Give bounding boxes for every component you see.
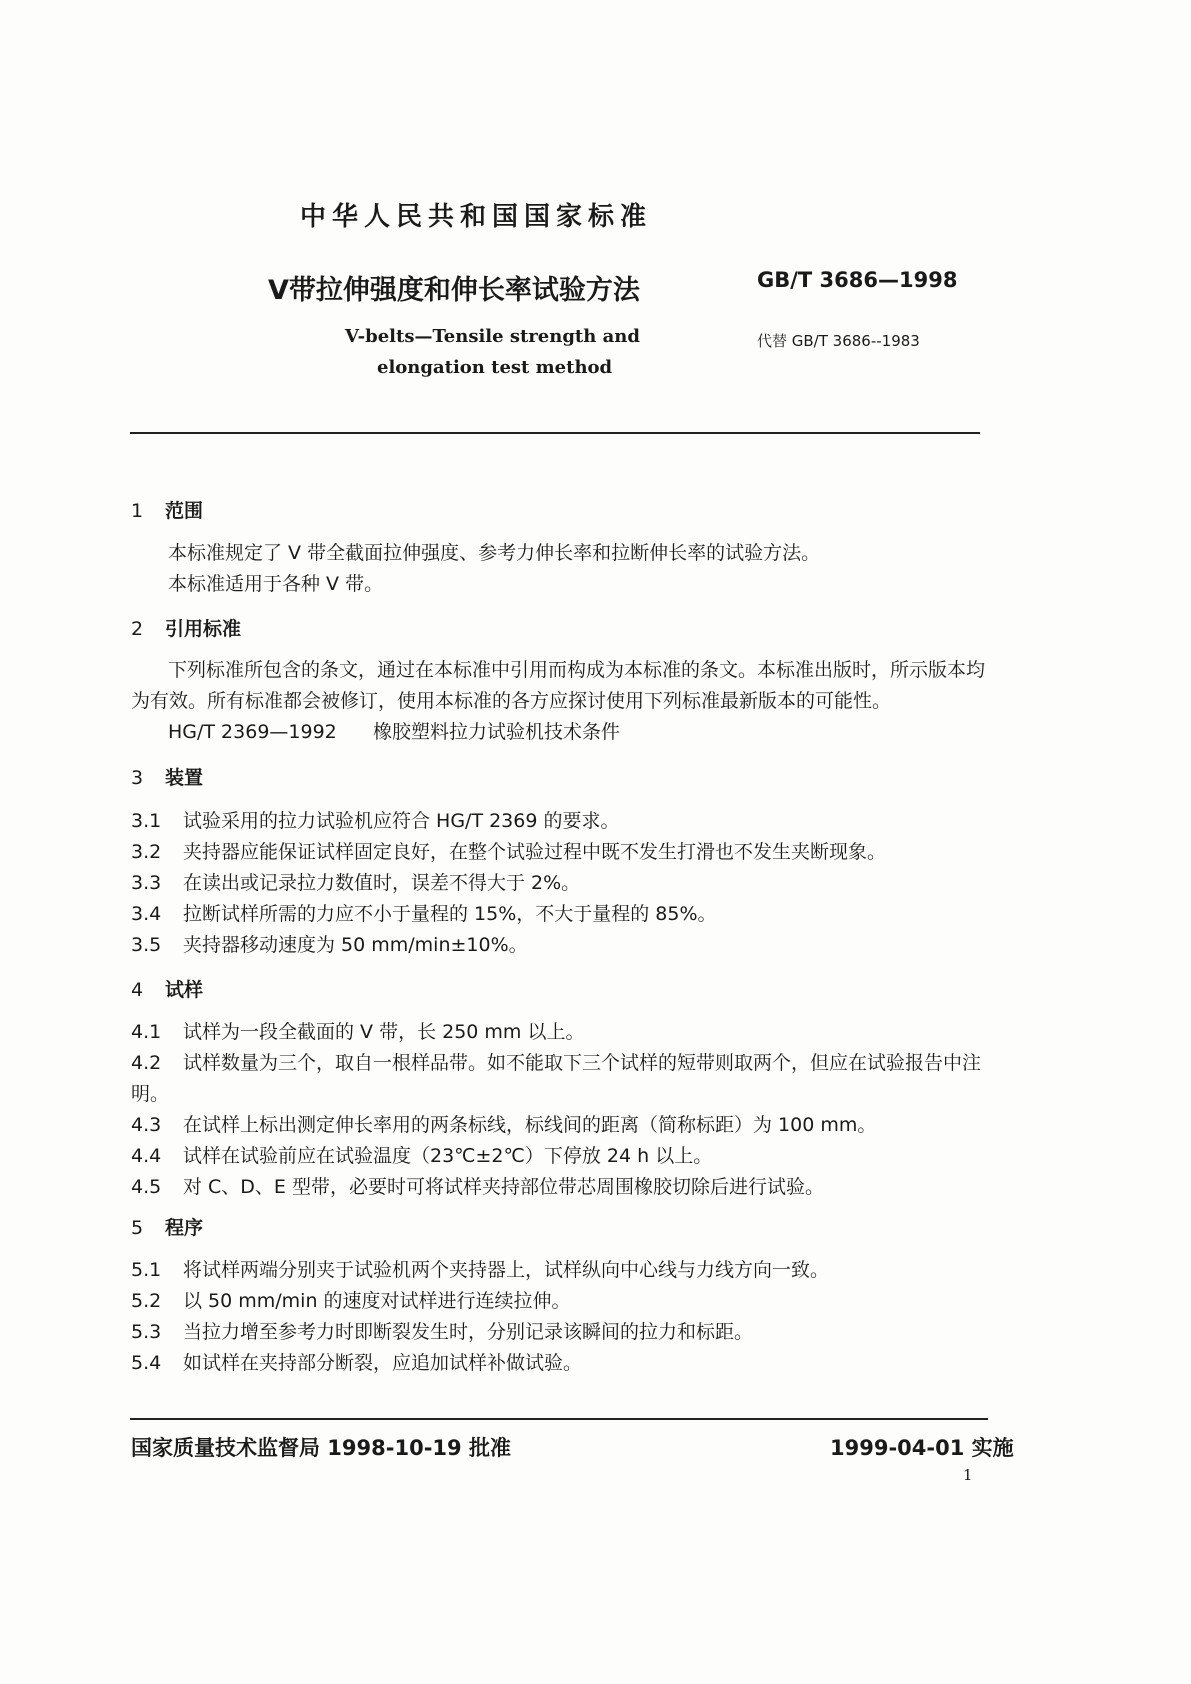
clause-number: 5.3 [131, 1321, 162, 1343]
clause-4-2 [131, 1048, 981, 1075]
clause-3-5 [131, 930, 528, 957]
reference-entry [168, 717, 620, 744]
clause-number: 4.5 [131, 1176, 162, 1198]
clause-text: 试样在试验前应在试验温度（23℃±2℃）下停放 24 h 以上。 [183, 1145, 713, 1167]
section-number: 3 [131, 767, 144, 789]
paragraph: 为有效。所有标准都会被修订，使用本标准的各方应探讨使用下列标准最新版本的可能性。 [131, 690, 892, 712]
replaces-standard: 代替 GB/T 3686--1983 [757, 332, 920, 350]
clause-3-4 [131, 899, 717, 926]
section-number: 2 [131, 618, 144, 640]
country-standard-heading: 中华人民共和国国家标准 [300, 202, 653, 232]
clause-number: 4.1 [131, 1021, 162, 1043]
standard-code: GB/T 3686—1998 [757, 268, 958, 292]
clause-text: 试验采用的拉力试验机应符合 HG/T 2369 的要求。 [183, 810, 620, 832]
paragraph: 下列标准所包含的条文，通过在本标准中引用而构成为本标准的条文。本标准出版时，所示版本均 [168, 659, 986, 681]
clause-text: 以 50 mm/min 的速度对试样进行连续拉伸。 [183, 1290, 571, 1312]
section-2-heading [131, 614, 241, 641]
clause-number: 5.4 [131, 1352, 162, 1374]
section-4-heading [131, 975, 203, 1002]
clause-text: 在读出或记录拉力数值时，误差不得大于 2%。 [183, 872, 581, 894]
section-number: 1 [131, 500, 144, 522]
clause-text: 试样为一段全截面的 V 带，长 250 mm 以上。 [183, 1021, 585, 1043]
footer-divider [130, 1418, 988, 1420]
clause-5-4 [131, 1348, 582, 1375]
section-number: 5 [131, 1217, 144, 1239]
clause-text: 夹持器应能保证试样固定良好，在整个试验过程中既不发生打滑也不发生夹断现象。 [183, 841, 887, 863]
clause-text: 将试样两端分别夹于试验机两个夹持器上，试样纵向中心线与力线方向一致。 [183, 1259, 830, 1281]
section-title: 试样 [165, 979, 204, 1001]
clause-number: 3.3 [131, 872, 162, 894]
clause-number: 5.1 [131, 1259, 162, 1281]
clause-number: 4.2 [131, 1052, 162, 1074]
clause-text: 试样数量为三个，取自一根样品带。如不能取下三个试样的短带则取两个，但应在试验报告中注 [183, 1052, 982, 1074]
approval-line: 国家质量技术监督局 1998-10-19 批准 [131, 1436, 511, 1460]
paragraph: 本标准规定了 V 带全截面拉伸强度、参考力伸长率和拉断伸长率的试验方法。 [168, 542, 821, 564]
clause-4-1 [131, 1017, 584, 1044]
header-divider [130, 432, 980, 434]
clause-3-3 [131, 868, 580, 895]
section-number: 4 [131, 979, 144, 1001]
title-english-line2: elongation test method [377, 357, 613, 378]
clause-text: 对 C、D、E 型带，必要时可将试样夹持部位带芯周围橡胶切除后进行试验。 [183, 1176, 824, 1198]
clause-number: 3.4 [131, 903, 162, 925]
section-5-heading [131, 1213, 203, 1240]
clause-number: 5.2 [131, 1290, 162, 1312]
clause-3-2 [131, 837, 886, 864]
paragraph: 本标准适用于各种 V 带。 [168, 573, 384, 595]
clause-5-1 [131, 1255, 829, 1282]
reference-title: 橡胶塑料拉力试验机技术条件 [373, 721, 621, 743]
clause-4-5 [131, 1172, 824, 1199]
clause-number: 4.4 [131, 1145, 162, 1167]
clause-text: 当拉力增至参考力时即断裂发生时，分别记录该瞬间的拉力和标距。 [183, 1321, 754, 1343]
clause-3-1 [131, 806, 620, 833]
effective-date: 1999-04-01 实施 [830, 1436, 1014, 1460]
clause-text: 在试样上标出测定伸长率用的两条标线，标线间的距离（简称标距）为 100 mm。 [183, 1114, 877, 1136]
section-title: 引用标准 [165, 618, 242, 640]
clause-number: 3.5 [131, 934, 162, 956]
clause-text: 如试样在夹持部分断裂，应追加试样补做试验。 [183, 1352, 583, 1374]
title-english-line1: V-belts—Tensile strength and [345, 326, 640, 347]
clause-5-2 [131, 1286, 571, 1313]
clause-4-2-continued [131, 1079, 169, 1106]
clause-number: 3.2 [131, 841, 162, 863]
section-title: 程序 [165, 1217, 204, 1239]
clause-4-4 [131, 1141, 712, 1168]
section-3-heading [131, 763, 203, 790]
section-1-heading [131, 496, 203, 523]
clause-4-3 [131, 1110, 876, 1137]
reference-code: HG/T 2369—1992 [168, 721, 337, 743]
page-number: 1 [963, 1466, 973, 1484]
clause-number: 3.1 [131, 810, 162, 832]
section-title: 装置 [165, 767, 204, 789]
clause-text: 明。 [131, 1083, 170, 1105]
clause-number: 4.3 [131, 1114, 162, 1136]
clause-text: 拉断试样所需的力应不小于量程的 15%，不大于量程的 85%。 [183, 903, 717, 925]
section-title: 范围 [165, 500, 204, 522]
clause-5-3 [131, 1317, 753, 1344]
title-chinese: V带拉伸强度和伸长率试验方法 [268, 275, 640, 306]
clause-text: 夹持器移动速度为 50 mm/min±10%。 [183, 934, 528, 956]
